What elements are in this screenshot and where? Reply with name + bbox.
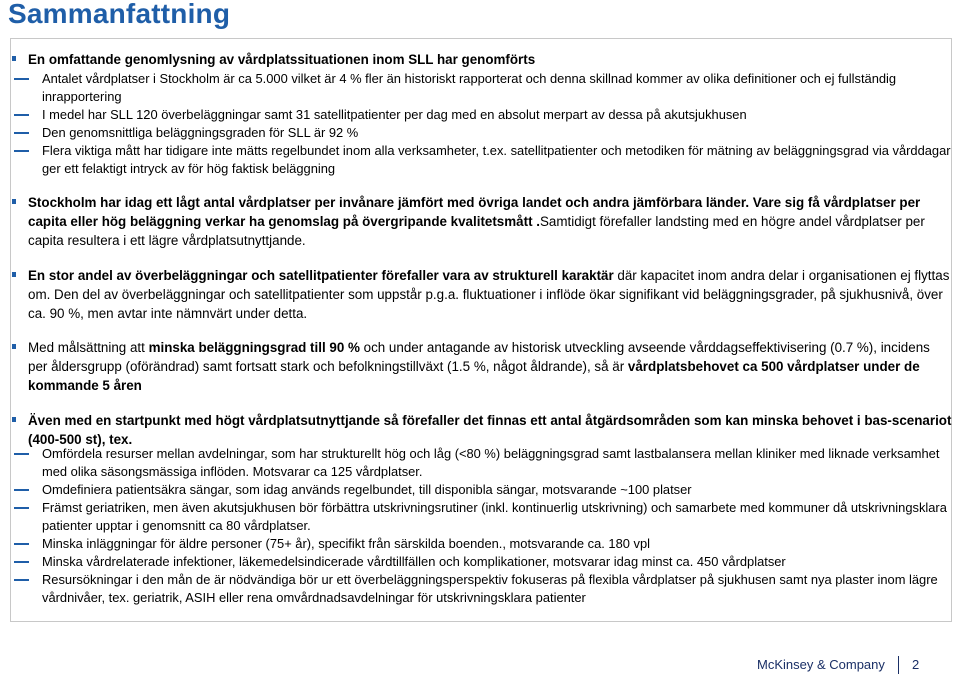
sub-bullet xyxy=(42,571,952,606)
bullet-section-5 xyxy=(28,411,952,449)
section-5-heading: Även med en startpunkt med högt vårdplatsutnyttjande så förefaller det finnas ett antal åtgärdsområden som kan minska behovet i bas-scenariot (400-500 st), tex. xyxy=(28,413,952,447)
sub-bullet-text: Minska vårdrelaterade infektioner, läkemedelsindicerade vårdtillfällen och komplikationer, motsvarar idag minst ca. 450 vårdplatser xyxy=(42,554,786,569)
dash-bullet-icon xyxy=(14,579,29,581)
square-bullet-icon xyxy=(12,272,16,277)
section-2-bold: Stockholm har idag ett lågt antal vårdplatser per invånare jämfört med övriga landet och andra jämförbara länder. Vare sig få vårdplatser per capita eller hög beläggning verkar ha genomslag på övergripande kvalitetsmått . xyxy=(28,195,921,229)
dash-bullet-icon xyxy=(14,132,29,134)
bullet-section-3 xyxy=(28,266,952,323)
section-3-rest: där kapacitet inom andra delar i organisationen ej flyttas om. Den del av överbeläggningar och satellitpatienter som uppstår p.g.a. fluktuationer i inflöde ökar signifikant vid beläggningsgrader, på sjukhusnivå, över ca. 90 %, men avtar inte nämnvärt under detta. xyxy=(28,268,950,321)
bullet-section-2 xyxy=(28,193,952,250)
sub-bullet xyxy=(42,481,952,499)
dash-bullet-icon xyxy=(14,150,29,152)
sub-bullet-text: Minska inläggningar för äldre personer (75+ år), specifikt från särskilda boenden., motsvarande ca. 180 vpl xyxy=(42,536,650,551)
dash-bullet-icon xyxy=(14,507,29,509)
dash-bullet-icon xyxy=(14,453,29,455)
section-4-bold-2: vårdplatsbehovet ca 500 vårdplatser under de kommande 5 åren xyxy=(28,359,920,393)
sub-bullet xyxy=(42,70,952,105)
sub-bullet xyxy=(42,445,952,480)
square-bullet-icon xyxy=(12,344,16,349)
sub-bullet-text: I medel har SLL 120 överbeläggningar samt 31 satellitpatienter per dag med en absolut merpart av dessa på akutsjukhusen xyxy=(42,107,747,122)
sub-bullet-text: Främst geriatriken, men även akutsjukhusen bör förbättra utskrivningsrutiner (inkl. kontinuerlig utskrivning) och samarbete med kommuner då utskrivningsklara patienter upptar i genomsnitt ca 80 vårdplatser. xyxy=(42,500,947,533)
sub-bullet xyxy=(42,535,952,553)
sub-bullet-text: Omfördela resurser mellan avdelningar, som har strukturellt hög och låg (<80 %) beläggningsgrad samt lastbalansera mellan kliniker med liknade verksamhet med olika säsongsmässiga inflöden. Motsvarar ca 125 vårdplatser. xyxy=(42,446,940,479)
section-4-text xyxy=(28,338,952,395)
sub-bullet xyxy=(42,106,952,124)
sub-bullet xyxy=(42,124,952,142)
sub-bullet-text: Resursökningar i den mån de är nödvändiga bör ur ett överbeläggningsperspektiv fokuseras på flexibla vårdplatser på sjukhusen samt nya plaster inom lägre vårdnivåer, tex. geriatrik, ASIH eller rena omvårdnadsavdelningar för utskrivningsklara patienter xyxy=(42,572,938,605)
bullet-section-4 xyxy=(28,338,952,395)
sub-bullet-text: Den genomsnittliga beläggningsgraden för SLL är 92 % xyxy=(42,125,359,140)
dash-bullet-icon xyxy=(14,561,29,563)
square-bullet-icon xyxy=(12,56,16,61)
page-number: 2 xyxy=(912,657,920,672)
dash-bullet-icon xyxy=(14,489,29,491)
section-4-part-1: Med målsättning att xyxy=(28,340,149,355)
sub-bullet xyxy=(42,499,952,534)
square-bullet-icon xyxy=(12,417,16,422)
section-4-part-2: och under antagande av historisk utveckling avseende vårddagseffektivisering (0.7 %), incidens per åldersgrupp (oförändrad) samt fortsatt stark och befolkningstillväxt (1.5 %, något åldrande), så är xyxy=(28,340,930,374)
section-2-text xyxy=(28,193,952,250)
section-2-rest: Samtidigt förefaller landsting med en högre andel vårdplatser per capita resultera i ett lägre vårdplatsutnyttjande. xyxy=(28,214,925,248)
sub-bullet xyxy=(42,553,952,571)
sub-bullet-text: Antalet vårdplatser i Stockholm är ca 5.000 vilket är 4 % fler än historiskt rapporterat och denna skillnad kommer av olika definitioner och ej fullständig inrapportering xyxy=(42,71,897,104)
dash-bullet-icon xyxy=(14,78,29,80)
sub-bullet-text: Omdefiniera patientsäkra sängar, som idag används regelbundet, till disponibla sängar, motsvarande ~100 platser xyxy=(42,482,692,497)
section-3-text xyxy=(28,266,952,323)
section-4-bold-1: minska beläggningsgrad till 90 % xyxy=(148,340,360,355)
footer-divider xyxy=(898,656,899,674)
footer-brand: McKinsey & Company xyxy=(757,657,885,672)
bullet-section-1 xyxy=(28,50,952,69)
section-1-heading: En omfattande genomlysning av vårdplatssituationen inom SLL har genomförts xyxy=(28,52,536,67)
page-title: Sammanfattning xyxy=(8,0,231,29)
dash-bullet-icon xyxy=(14,114,29,116)
sub-bullet xyxy=(42,142,952,177)
sub-bullet-text: Flera viktiga mått har tidigare inte mätts regelbundet inom alla verksamheter, t.ex. satellitpatienter och metodiken för mätning av beläggningsgrad via vårddagar ger ett felaktigt intryck av för hög faktisk beläggning xyxy=(42,143,951,176)
square-bullet-icon xyxy=(12,199,16,204)
dash-bullet-icon xyxy=(14,543,29,545)
section-3-bold: En stor andel av överbeläggningar och satellitpatienter förefaller vara av strukturell karaktär xyxy=(28,268,614,283)
